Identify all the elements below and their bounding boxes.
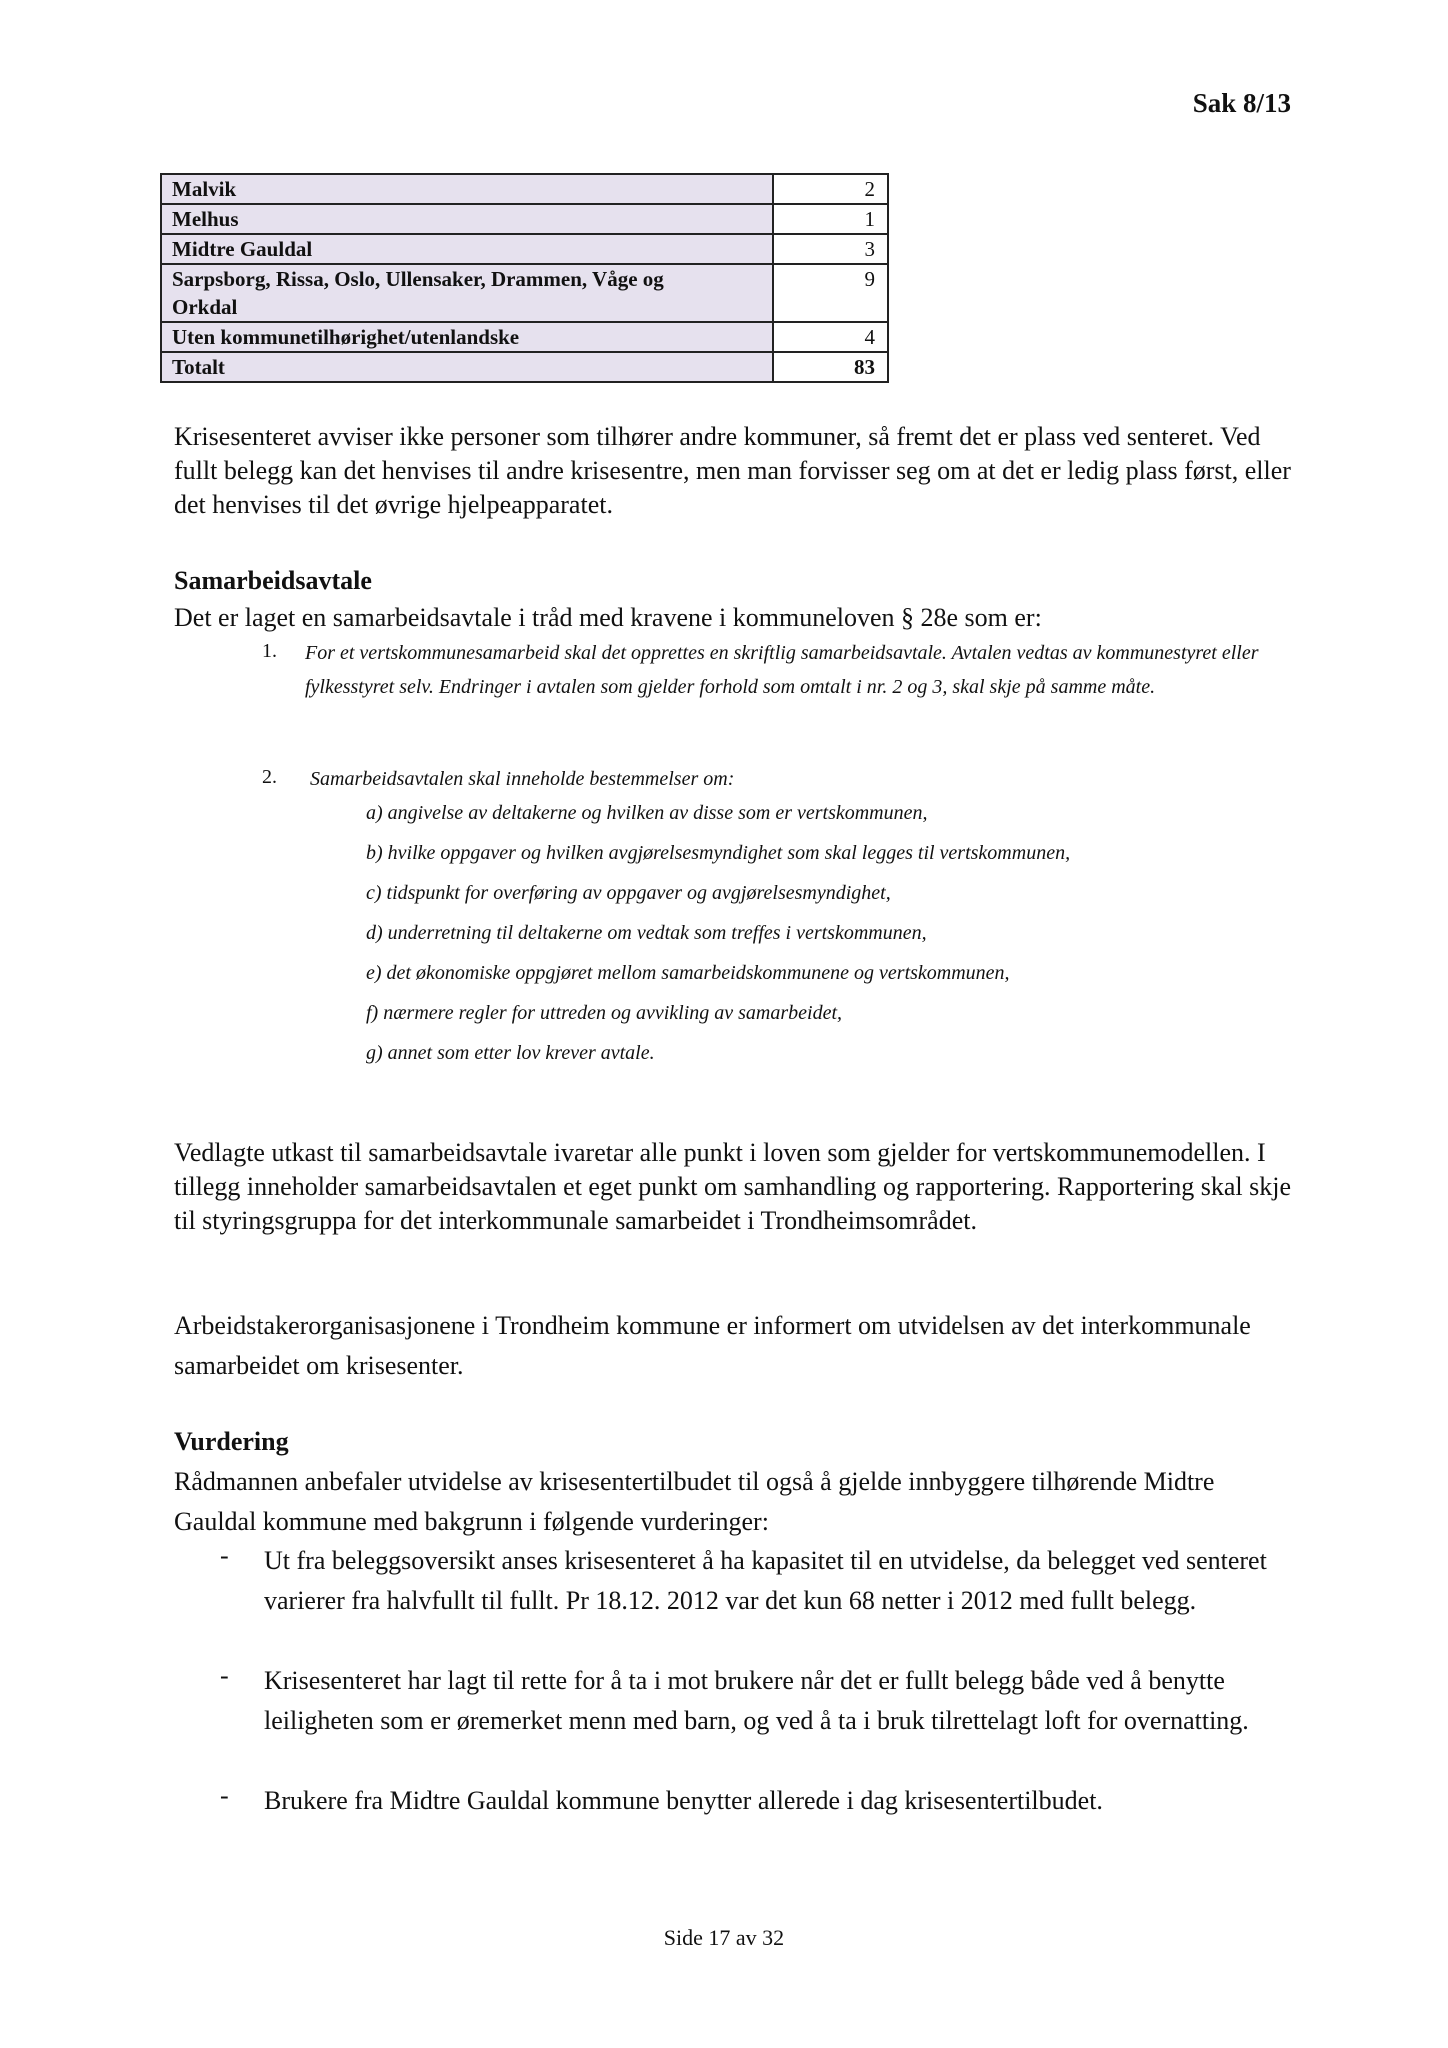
section-heading: Samarbeidsavtale (174, 566, 372, 595)
law-item-text: Samarbeidsavtalen skal inneholde bestemmelser om: (310, 768, 735, 790)
municipality-cell: Sarpsborg, Rissa, Oslo, Ullensaker, Drammen, Våge og Orkdal (161, 264, 773, 322)
law-item-text: For et vertskommunesamarbeid skal det opprettes en skriftlig samarbeidsavtale. Avtalen vedtas av kommunestyret eller fylkesstyret selv. Endringer i avtalen som gjelder forhold som omtalt i nr. 2 og 3, skal skje på samme måte. (305, 642, 1259, 698)
user-count-table (160, 173, 889, 383)
section-intro: Rådmannen anbefaler utvidelse av krisesentertilbudet til også å gjelde innbyggere tilhørende Midtre Gauldal kommune med bakgrunn i følgende vurderinger: (174, 1467, 1215, 1536)
table-row (161, 204, 888, 234)
table-row (161, 174, 888, 204)
bullet-item: Brukere fra Midtre Gauldal kommune benytter allerede i dag krisesentertilbudet. (264, 1786, 1103, 1815)
total-label-cell: Totalt (161, 352, 773, 382)
total-value-cell: 83 (773, 352, 888, 382)
municipality-cell: Malvik (161, 174, 773, 204)
count-cell: 9 (773, 264, 888, 322)
count-cell: 1 (773, 204, 888, 234)
sub-item: d) underretning til deltakerne om vedtak som treffes i vertskommunen, (366, 922, 927, 944)
table-total-row (161, 352, 888, 382)
sub-item: a) angivelse av deltakerne og hvilken av disse som er vertskommunen, (366, 802, 928, 824)
count-cell: 4 (773, 322, 888, 352)
bullet-marker: - (220, 1541, 229, 1570)
paragraph-agreement: Vedlagte utkast til samarbeidsavtale ivaretar alle punkt i loven som gjelder for vertskommunemodellen. I tillegg inneholder samarbeidsavtalen et eget punkt om samhandling og rapportering. Rapportering skal skje til styringsgruppa for det interkommunale samarbeidet i Trondheimsområdet. (174, 1138, 1291, 1235)
list-number: 2. (262, 766, 277, 788)
section-intro: Det er laget en samarbeidsavtale i tråd med kravene i kommuneloven § 28e som er: (174, 603, 1042, 632)
page-number: Side 17 av 32 (663, 1925, 785, 1950)
municipality-cell: Midtre Gauldal (161, 234, 773, 264)
bullet-item: Ut fra beleggsoversikt anses krisesenteret å ha kapasitet til en utvidelse, da belegget ved senteret varierer fra halvfullt til fullt. Pr 18.12. 2012 var det kun 68 netter i 2012 med fullt belegg. (264, 1546, 1267, 1615)
paragraph-unions: Arbeidstakerorganisasjonene i Trondheim kommune er informert om utvidelsen av det interkommunale samarbeidet om krisesenter. (174, 1311, 1251, 1380)
table-row (161, 322, 888, 352)
count-cell: 2 (773, 174, 888, 204)
list-number: 1. (262, 640, 277, 662)
bullet-marker: - (220, 1781, 229, 1810)
table-row (161, 234, 888, 264)
sub-item: f) nærmere regler for uttreden og avvikling av samarbeidet, (366, 1002, 843, 1024)
municipality-cell: Uten kommunetilhørighet/utenlandske (161, 322, 773, 352)
sub-item: e) det økonomiske oppgjøret mellom samarbeidskommunene og vertskommunen, (366, 962, 1010, 984)
sub-item: c) tidspunkt for overføring av oppgaver og avgjørelsesmyndighet, (366, 882, 891, 904)
sub-item: b) hvilke oppgaver og hvilken avgjørelsesmyndighet som skal legges til vertskommunen, (366, 842, 1071, 864)
municipality-cell: Melhus (161, 204, 773, 234)
sub-item: g) annet som etter lov krever avtale. (366, 1042, 655, 1064)
table-row (161, 264, 888, 322)
case-number: Sak 8/13 (1192, 88, 1291, 118)
paragraph-capacity: Krisesenteret avviser ikke personer som tilhører andre kommuner, så fremt det er plass ved senteret. Ved fullt belegg kan det henvises til andre krisesentre, men man forvisser seg om at det er ledig plass først, eller det henvises til det øvrige hjelpeapparatet. (174, 422, 1291, 519)
count-cell: 3 (773, 234, 888, 264)
section-heading: Vurdering (174, 1427, 289, 1456)
bullet-item: Krisesenteret har lagt til rette for å ta i mot brukere når det er fullt belegg både ved å benytte leiligheten som er øremerket menn med barn, og ved å ta i bruk tilrettelagt loft for overnatting. (264, 1666, 1249, 1735)
bullet-marker: - (220, 1661, 229, 1690)
